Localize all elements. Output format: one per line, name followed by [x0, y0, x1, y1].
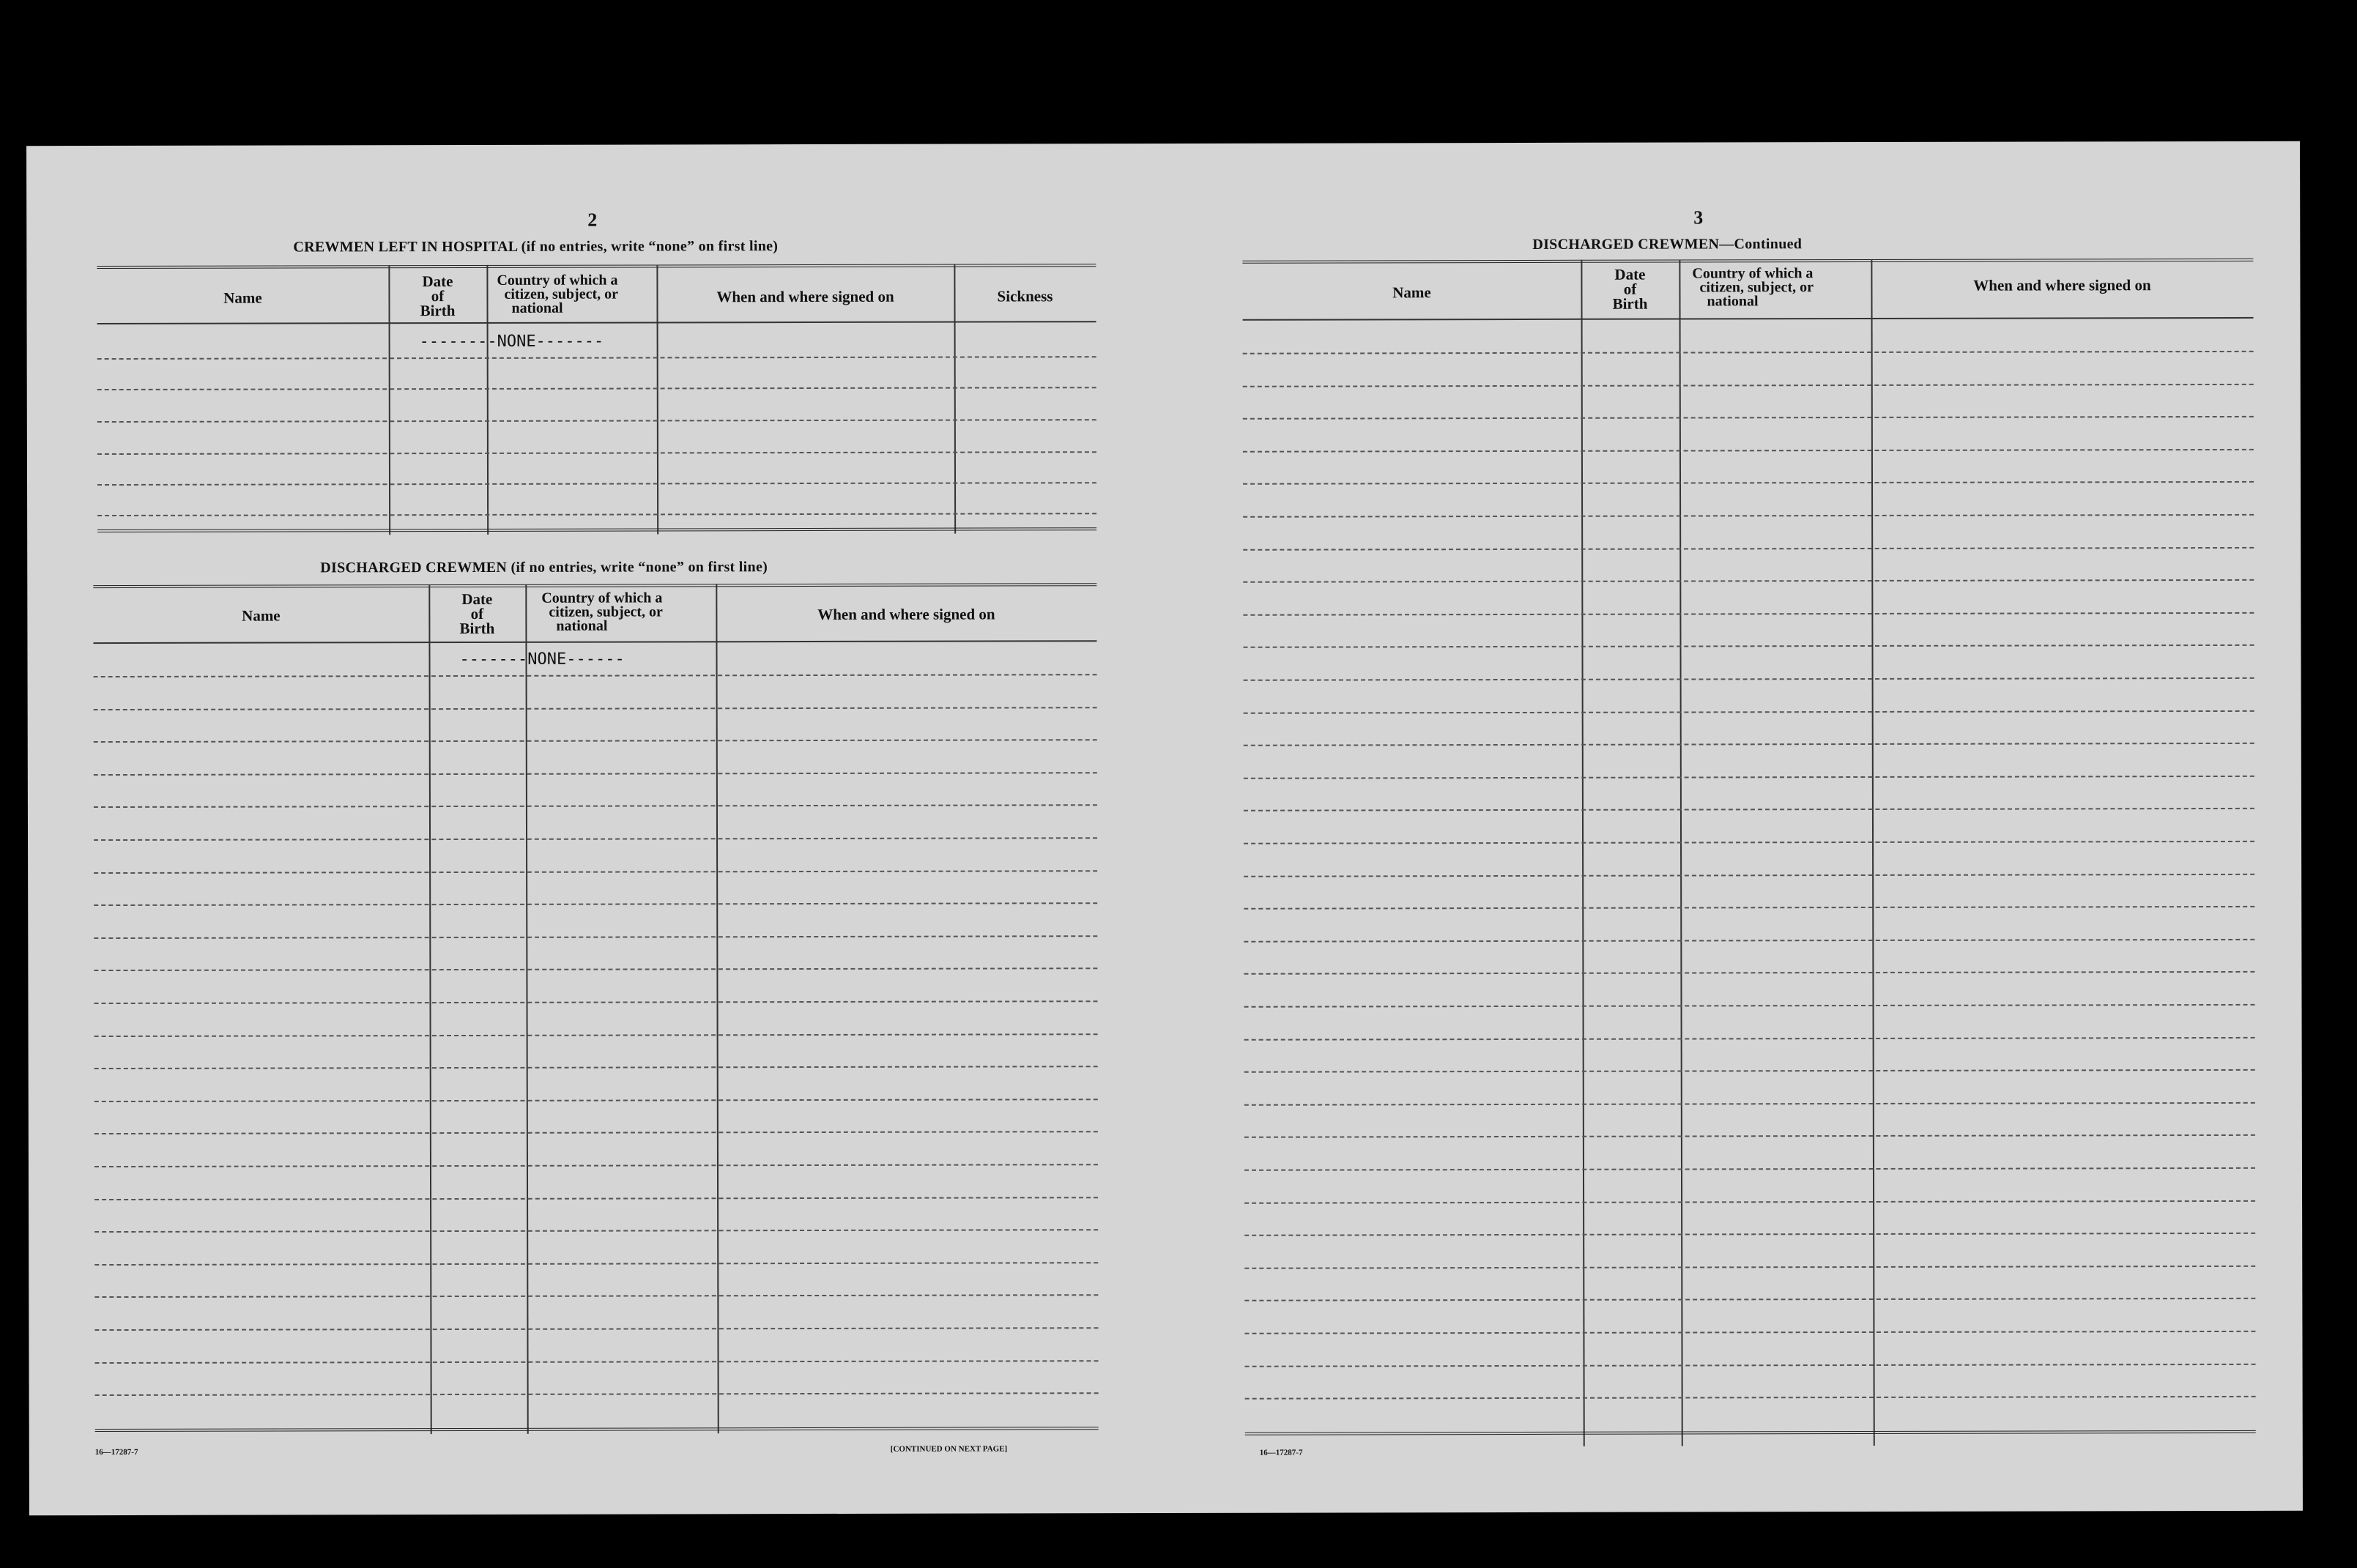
continued-note: [CONTINUED ON NEXT PAGE] — [890, 1444, 1008, 1454]
row-rule — [94, 1262, 1098, 1266]
row-rule — [1243, 514, 2254, 518]
table-bottom-rule — [95, 1427, 1099, 1432]
form-code: 16—17287-7 — [1259, 1448, 1303, 1457]
discharged-continued-table — [1242, 259, 2255, 1447]
row-rule — [1244, 1200, 2255, 1203]
right-page — [1198, 141, 2278, 1513]
column-header-name: Name — [1392, 283, 1431, 302]
row-rule — [1244, 1233, 2255, 1236]
column-header-country — [528, 591, 716, 633]
row-rule — [1243, 481, 2254, 485]
dob-line-2: of — [1623, 280, 1637, 298]
page-number: 2 — [587, 209, 598, 231]
right-section-title: DISCHARGED CREWMEN—Continued — [1532, 236, 1803, 253]
table-top-rule — [97, 264, 1096, 269]
dob-line-2: of — [431, 287, 445, 305]
row-rule — [97, 482, 1096, 486]
column-header-signed-on: When and where signed on — [817, 605, 995, 623]
row-rule — [1244, 1004, 2255, 1008]
row-rule — [94, 1229, 1098, 1233]
column-divider — [656, 264, 658, 534]
country-line-1: Country of which a — [541, 590, 663, 606]
country-line-3: national — [1707, 293, 1759, 310]
row-rule — [1243, 383, 2254, 387]
row-rule — [1244, 939, 2254, 943]
page-number: 3 — [1693, 207, 1704, 228]
row-rule — [94, 1295, 1098, 1298]
row-rule — [1244, 1069, 2255, 1073]
country-line-1: Country of which a — [1692, 265, 1814, 282]
column-divider — [716, 584, 719, 1433]
row-rule — [1244, 1134, 2255, 1138]
row-rule — [97, 419, 1096, 423]
column-header-signed-on: When and where signed on — [1973, 276, 2151, 294]
row-rule — [94, 1000, 1097, 1004]
hospital-section-title — [293, 238, 778, 256]
row-rule — [94, 837, 1097, 841]
row-rule — [94, 1164, 1098, 1167]
column-divider — [486, 265, 489, 535]
column-header-dob — [1581, 267, 1679, 311]
column-header-dob — [428, 592, 525, 636]
column-divider — [525, 584, 528, 1434]
hospital-title-hint: (if no entries, write “none” on first line) — [521, 238, 779, 255]
column-header-sickness: Sickness — [997, 287, 1053, 305]
row-rule — [94, 1099, 1098, 1102]
row-rule — [1244, 1266, 2255, 1269]
row-rule — [1244, 971, 2254, 975]
row-rule — [94, 1197, 1098, 1200]
row-rule — [94, 739, 1097, 743]
row-rule — [1243, 579, 2254, 583]
row-rule — [1245, 1396, 2256, 1400]
discharged-table — [93, 583, 1098, 1435]
dob-line-3: Birth — [420, 302, 456, 320]
row-rule — [95, 1392, 1099, 1396]
country-line-3: national — [556, 617, 608, 634]
row-rule — [94, 772, 1097, 776]
row-rule — [94, 1066, 1098, 1069]
country-line-3: national — [511, 300, 563, 316]
row-rule — [1244, 906, 2254, 910]
row-rule — [94, 674, 1097, 677]
row-rule — [1243, 612, 2254, 616]
none-entry: -------NONE------ — [459, 650, 625, 669]
form-code: 16—17287-7 — [94, 1447, 138, 1457]
column-divider — [1871, 259, 1874, 1446]
row-rule — [97, 451, 1096, 455]
row-rule — [1244, 1036, 2255, 1040]
row-rule — [1244, 841, 2254, 844]
discharged-title-text: DISCHARGED CREWMEN — [320, 559, 508, 576]
row-rule — [94, 968, 1097, 972]
row-rule — [1243, 546, 2254, 550]
column-header-signed-on: When and where signed on — [716, 287, 894, 306]
discharged-title-hint: (if no entries, write “none” on first line) — [511, 559, 768, 576]
row-rule — [94, 1327, 1098, 1331]
header-rule — [97, 321, 1096, 324]
row-rule — [1244, 1167, 2255, 1171]
dob-line-3: Birth — [459, 619, 495, 638]
row-rule — [1243, 416, 2254, 420]
dob-line-1: Date — [1614, 265, 1646, 283]
table-bottom-rule — [97, 527, 1096, 532]
column-header-country — [1682, 267, 1871, 309]
dob-line-1: Date — [422, 272, 453, 291]
row-rule — [94, 870, 1097, 874]
row-rule — [1243, 644, 2254, 648]
row-rule — [1244, 710, 2254, 713]
row-rule — [97, 387, 1096, 390]
row-rule — [1244, 808, 2254, 811]
discharged-section-title — [320, 559, 768, 576]
row-rule — [1244, 677, 2254, 681]
row-rule — [1244, 776, 2254, 779]
hospital-table — [97, 264, 1096, 535]
row-rule — [1243, 449, 2254, 453]
row-rule — [94, 1033, 1098, 1037]
row-rule — [97, 356, 1096, 360]
row-rule — [1244, 1102, 2255, 1106]
none-entry: --------NONE------- — [419, 332, 604, 352]
table-bottom-rule — [1245, 1430, 2256, 1435]
column-header-name: Name — [223, 289, 262, 307]
row-rule — [1245, 1363, 2256, 1367]
column-header-dob — [388, 274, 486, 318]
column-header-name: Name — [242, 606, 281, 625]
row-rule — [1244, 743, 2254, 746]
row-rule — [97, 513, 1096, 516]
row-rule — [95, 1360, 1099, 1364]
column-header-country — [489, 273, 656, 315]
row-rule — [1244, 873, 2254, 877]
country-line-2: citizen, subject, or — [1699, 279, 1814, 296]
row-rule — [94, 805, 1097, 809]
country-line-2: citizen, subject, or — [504, 286, 619, 302]
row-rule — [94, 902, 1097, 906]
dob-line-1: Date — [461, 590, 493, 609]
table-top-rule — [1242, 259, 2253, 264]
country-line-2: citizen, subject, or — [549, 603, 663, 620]
column-divider — [1581, 260, 1584, 1446]
row-rule — [1244, 1298, 2255, 1301]
row-rule — [1243, 351, 2254, 354]
dob-line-3: Birth — [1612, 294, 1648, 313]
row-rule — [1244, 1331, 2255, 1334]
column-divider — [428, 584, 431, 1434]
manifest-sheet — [26, 141, 2303, 1515]
header-rule — [1243, 317, 2254, 321]
header-rule — [93, 640, 1096, 644]
left-page — [26, 144, 1099, 1515]
column-divider — [954, 264, 956, 534]
column-divider — [1679, 260, 1682, 1446]
country-line-1: Country of which a — [497, 272, 618, 289]
row-rule — [94, 707, 1097, 710]
row-rule — [94, 1132, 1098, 1135]
table-top-rule — [93, 583, 1096, 588]
dob-line-2: of — [470, 604, 484, 623]
hospital-title-text: CREWMEN LEFT IN HOSPITAL — [293, 238, 518, 256]
row-rule — [94, 935, 1097, 939]
